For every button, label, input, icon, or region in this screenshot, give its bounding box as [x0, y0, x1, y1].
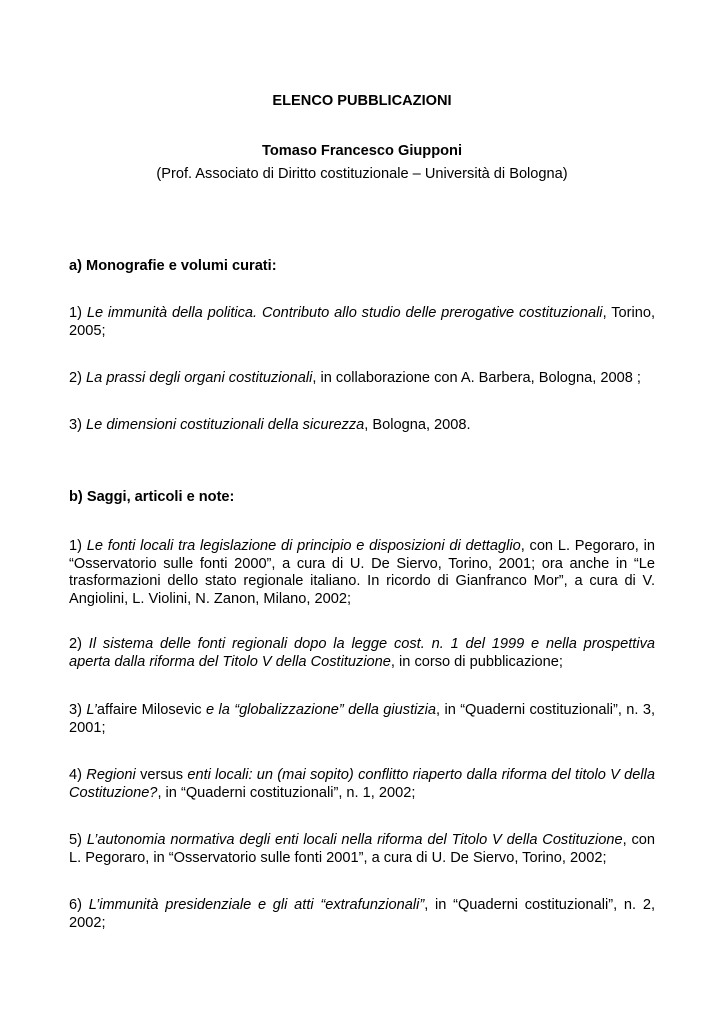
entry-details: , in corso di pubblicazione;	[390, 653, 563, 670]
publication-entry	[69, 305, 655, 340]
entry-title: La prassi degli organi costituzionali	[86, 370, 313, 386]
entry-number: 2)	[69, 636, 89, 652]
entry-details: , con L. Pegoraro, in “Osservatorio sulle fonti 2000”, a cura di U. De Siervo, Torino, 2001; ora anche in “Le trasformazioni dello stato regionale italiano. In ricordo di Gianfranco Mor”, a cura di V. Angiolini, L. Violini, N. Zanon, Milano, 2002;	[69, 538, 655, 607]
entry-details: , in “Quaderni costituzionali”, n. 1, 2002;	[157, 784, 416, 801]
entry-details: , in “Quaderni costituzionali”, n. 2, 2002;	[69, 897, 656, 931]
document-title: ELENCO PUBBLICAZIONI	[272, 93, 452, 109]
entry-title: Le immunità della politica. Contributo allo studio delle prerogative costituzionali	[86, 305, 603, 321]
entry-title-plain: affaire Milosevic	[96, 702, 202, 718]
entry-title-part: L’	[86, 702, 97, 718]
entry-title: L’immunità presidenziale e gli atti “extrafunzionali”	[88, 897, 425, 913]
entry-number: 1)	[69, 538, 87, 554]
entry-title-part: Regioni	[86, 767, 136, 783]
entry-number: 2)	[69, 370, 87, 386]
entry-number: 4)	[69, 767, 87, 783]
entry-title-part: e la “globalizzazione” della giustizia	[201, 702, 437, 718]
publication-entry	[69, 897, 655, 932]
author-affiliation: (Prof. Associato di Diritto costituzionale – Università di Bologna)	[156, 166, 568, 182]
publication-entry	[69, 702, 655, 737]
publication-entry	[69, 538, 655, 608]
entry-title: Il sistema delle fonti regionali dopo la legge cost. n. 1 del 1999 e nella prospettiva aperta dalla riforma del Titolo V della Costituzione	[69, 636, 656, 670]
entry-details: , Bologna, 2008.	[364, 417, 471, 433]
entry-number: 3)	[69, 417, 87, 433]
publication-entry	[69, 417, 655, 435]
entry-details: , in “Quaderni costituzionali”, n. 3, 2001;	[69, 702, 656, 736]
entry-title: Le dimensioni costituzionali della sicurezza	[86, 417, 365, 433]
section-b-heading: b) Saggi, articoli e note:	[69, 489, 235, 505]
entry-details: , con L. Pegoraro, in “Osservatorio sulle fonti 2001”, a cura di U. De Siervo, Torino, 2002;	[69, 832, 656, 866]
entry-number: 5)	[69, 832, 87, 848]
entry-title-plain: versus	[135, 767, 188, 783]
entry-details: , Torino, 2005;	[69, 305, 655, 339]
entry-title-part: enti locali: un (mai sopito) conflitto riaperto dalla riforma del titolo V della Costituzione?	[69, 767, 656, 801]
entry-details: , in collaborazione con A. Barbera, Bologna, 2008 ;	[312, 370, 641, 386]
publication-entry	[69, 370, 655, 388]
publication-entry	[69, 767, 655, 802]
publication-entry	[69, 636, 655, 671]
author-name: Tomaso Francesco Giupponi	[261, 143, 462, 159]
entry-number: 1)	[69, 305, 87, 321]
entry-number: 3)	[69, 702, 87, 718]
entry-title: Le fonti locali tra legislazione di principio e disposizioni di dettaglio	[86, 538, 521, 554]
publication-entry	[69, 832, 655, 867]
section-a-heading: a) Monografie e volumi curati:	[69, 258, 277, 274]
entry-number: 6)	[69, 897, 89, 913]
entry-title: L’autonomia normativa degli enti locali nella riforma del Titolo V della Costituzione	[86, 832, 623, 848]
